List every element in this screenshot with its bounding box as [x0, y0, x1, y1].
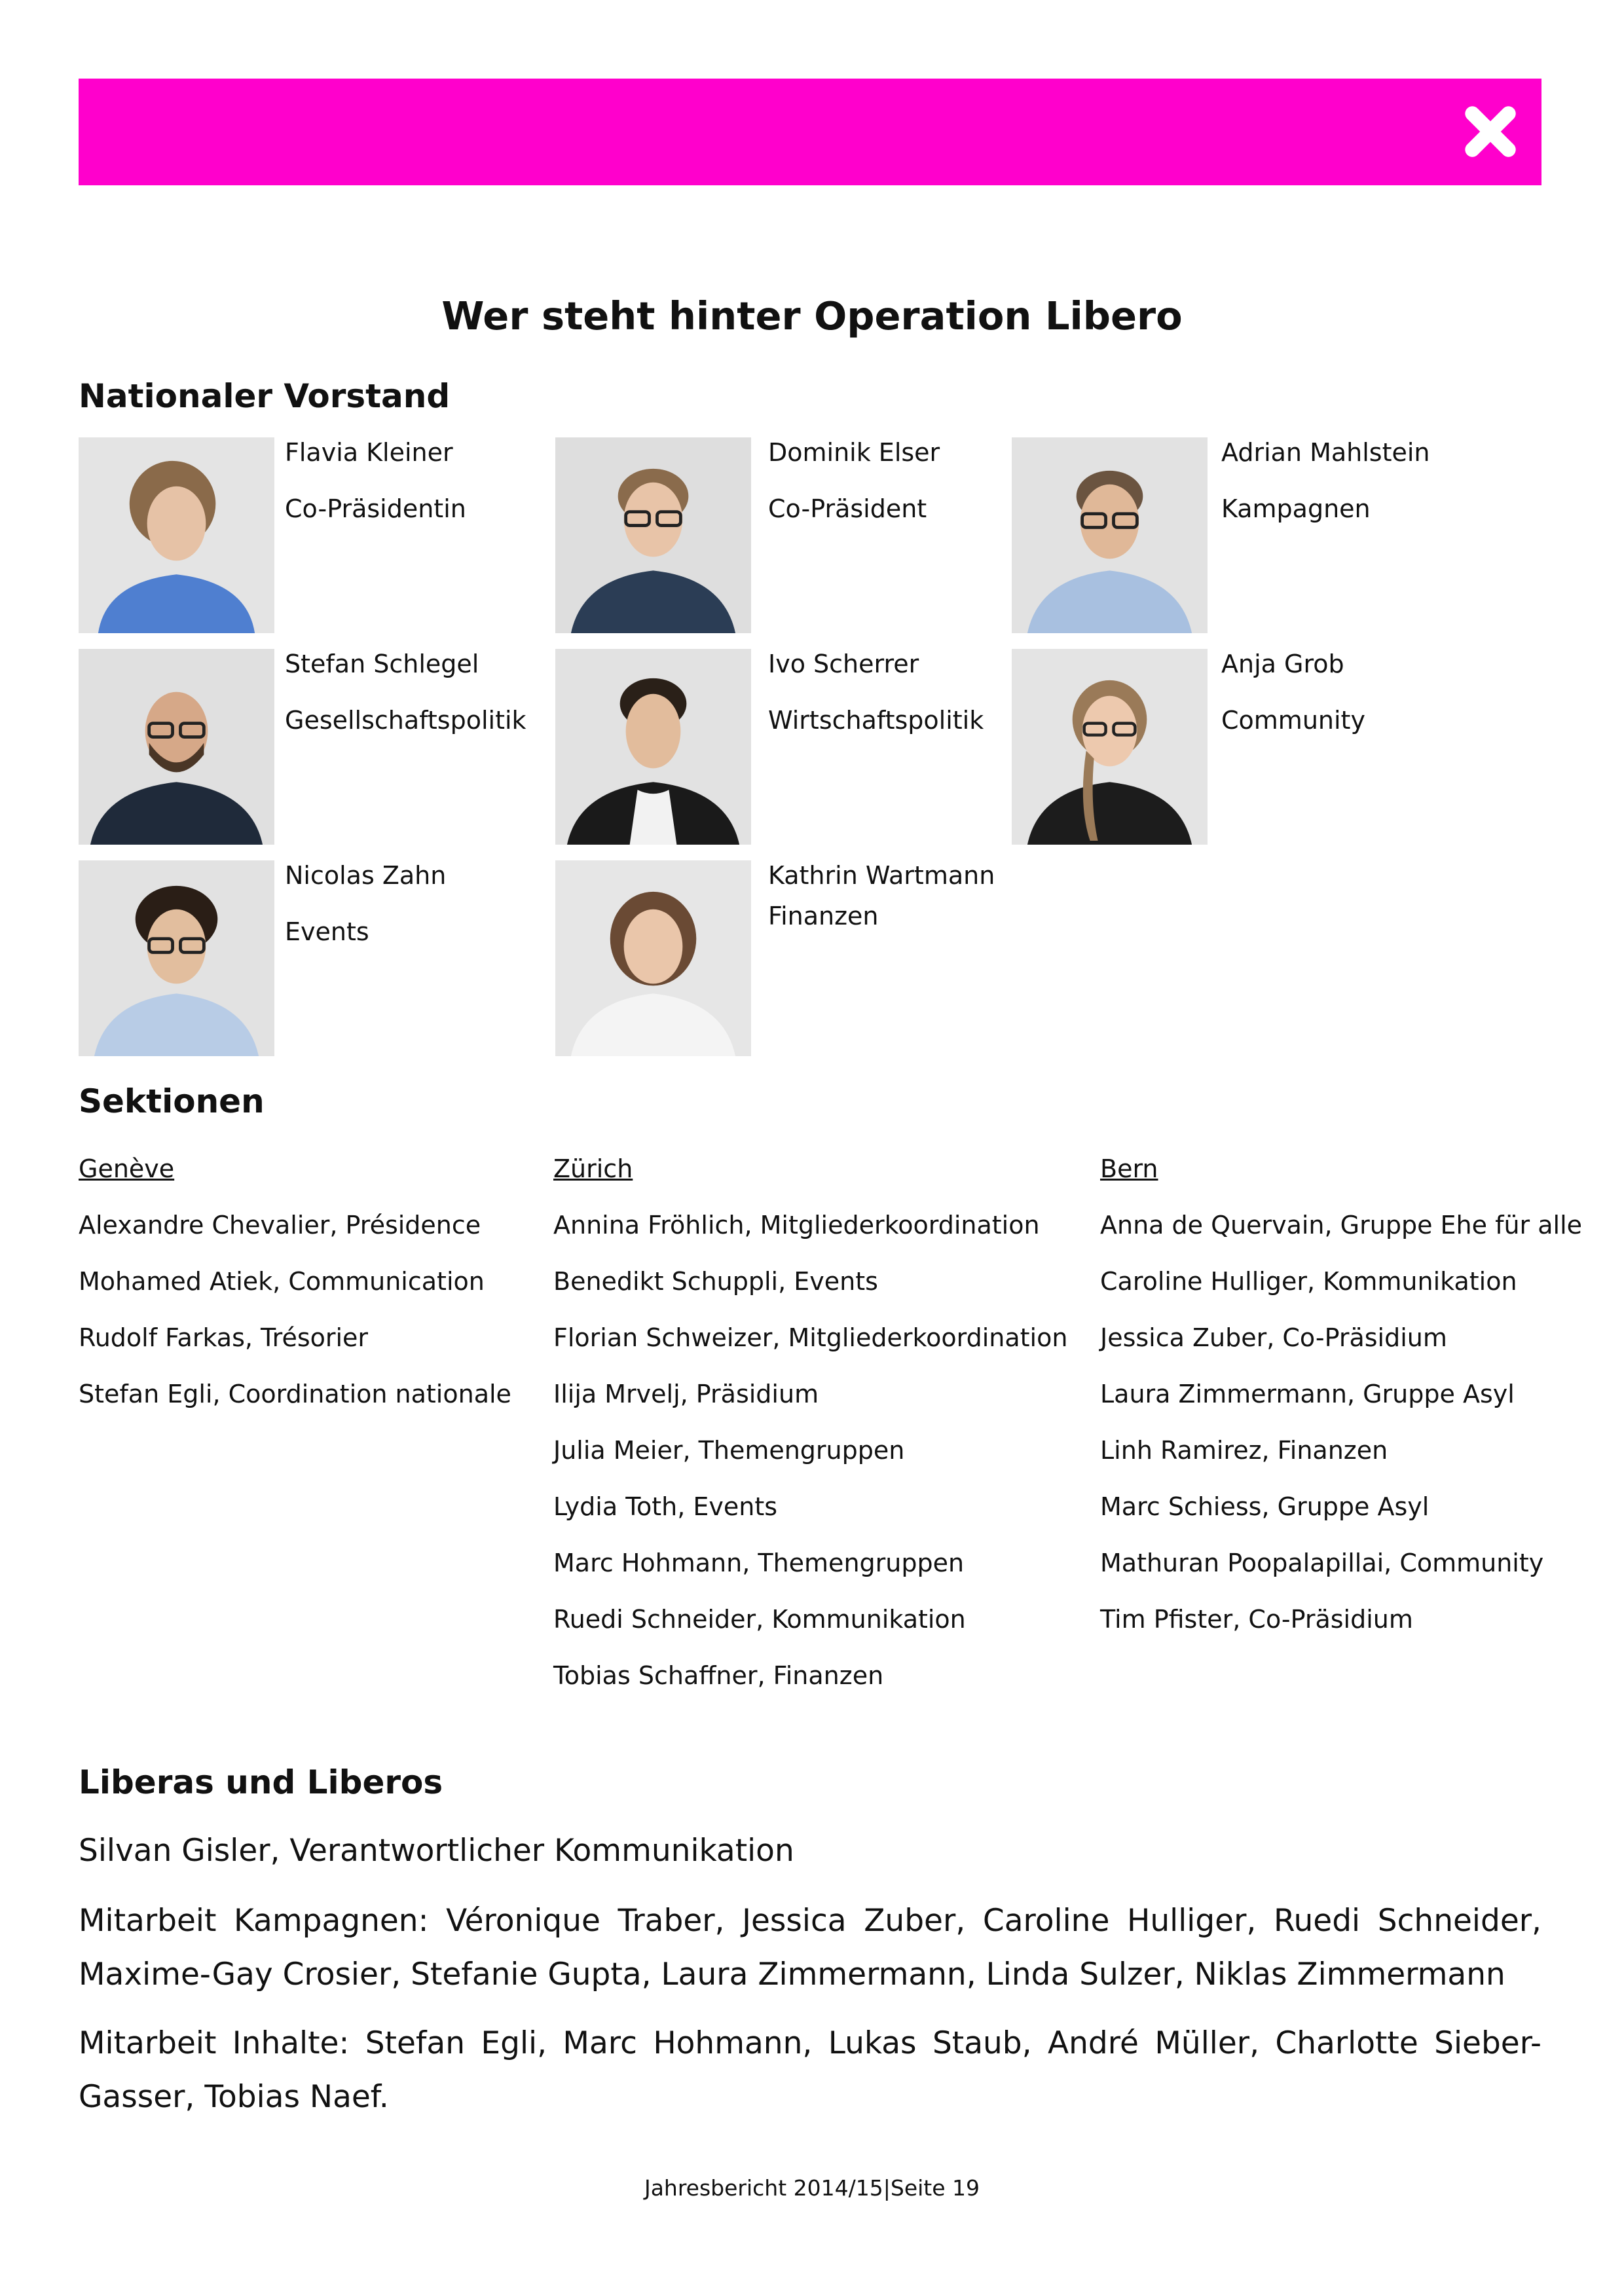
- section-entry: Florian Schweizer, Mitgliederkoordination: [553, 1323, 1068, 1352]
- member-name: Anja Grob: [1221, 650, 1344, 678]
- portrait-photo: [79, 860, 274, 1056]
- member-role: Co-Präsidentin: [285, 494, 466, 523]
- section-column-zuerich: [553, 1154, 1067, 1717]
- section-entry: Tim Pfister, Co-Präsidium: [1100, 1605, 1413, 1634]
- section-city: Zürich: [553, 1154, 633, 1183]
- member-name: Flavia Kleiner: [285, 438, 453, 467]
- member-name: Nicolas Zahn: [285, 861, 447, 890]
- section-entry: Mathuran Poopalapillai, Community: [1100, 1549, 1544, 1577]
- footer-report: Jahresbericht 2014/15: [644, 2175, 883, 2201]
- section-entry: Annina Fröhlich, Mitgliederkoordination: [553, 1211, 1040, 1239]
- member-name: Stefan Schlegel: [285, 650, 479, 678]
- sektionen-heading: Sektionen: [79, 1082, 265, 1120]
- liberos-heading: Liberas und Liberos: [79, 1763, 443, 1801]
- member-role: Community: [1221, 706, 1365, 735]
- section-entry: Julia Meier, Themengruppen: [553, 1436, 905, 1465]
- page-title: Wer steht hinter Operation Libero: [441, 293, 1183, 339]
- portrait-photo: [555, 860, 751, 1056]
- liberos-paragraph: Mitarbeit Inhalte: Stefan Egli, Marc Hohmann, Lukas Staub, André Müller, Charlotte Sieber-Gasser, Tobias Naef.: [79, 2025, 1541, 2115]
- page-footer: [0, 2175, 1624, 2201]
- portrait-photo: [1012, 437, 1208, 633]
- section-entry: Marc Hohmann, Themengruppen: [553, 1549, 965, 1577]
- liberos-paragraph: Mitarbeit Kampagnen: Véronique Traber, Jessica Zuber, Caroline Hulliger, Ruedi Schneider, Maxime-Gay Crosier, Stefanie Gupta, Laura Zimmermann, Linda Sulzer, Niklas Zimmermann: [79, 1903, 1541, 1992]
- member-role: Events: [285, 917, 369, 946]
- section-entry: Benedikt Schuppli, Events: [553, 1267, 878, 1296]
- section-entry: Linh Ramirez, Finanzen: [1100, 1436, 1388, 1465]
- section-city: Bern: [1100, 1154, 1158, 1183]
- member-role: Kampagnen: [1221, 494, 1371, 523]
- footer-page-number: Seite 19: [890, 2175, 980, 2201]
- member-role: Co-Präsident: [768, 494, 927, 523]
- section-entry: Ruedi Schneider, Kommunikation: [553, 1605, 966, 1634]
- section-entry: Lydia Toth, Events: [553, 1492, 778, 1521]
- x-cross-icon: [1462, 103, 1519, 160]
- member-name: Adrian Mahlstein: [1221, 438, 1430, 467]
- liberos-paragraph: Silvan Gisler, Verantwortlicher Kommunikation: [79, 1833, 794, 1869]
- section-entry: Stefan Egli, Coordination nationale: [79, 1380, 511, 1408]
- member-name: Ivo Scherrer: [768, 650, 919, 678]
- member-role: Finanzen: [768, 902, 879, 930]
- member-name: Kathrin Wartmann: [768, 861, 995, 890]
- member-role: Wirtschaftspolitik: [768, 706, 984, 735]
- vorstand-heading: Nationaler Vorstand: [79, 377, 451, 415]
- section-column-geneve: [79, 1154, 511, 1435]
- section-entry: Caroline Hulliger, Kommunikation: [1100, 1267, 1517, 1296]
- member-role: Gesellschaftspolitik: [285, 706, 526, 735]
- section-entry: Ilija Mrvelj, Präsidium: [553, 1380, 819, 1408]
- header-banner: [79, 79, 1541, 185]
- section-entry: Rudolf Farkas, Trésorier: [79, 1323, 369, 1352]
- portrait-photo: [79, 437, 274, 633]
- portrait-photo: [79, 649, 274, 845]
- section-entry: Marc Schiess, Gruppe Asyl: [1100, 1492, 1430, 1521]
- section-city: Genève: [79, 1154, 175, 1183]
- section-column-bern: [1100, 1154, 1582, 1661]
- portrait-photo: [555, 437, 751, 633]
- section-entry: Laura Zimmermann, Gruppe Asyl: [1100, 1380, 1515, 1408]
- section-entry: Tobias Schaffner, Finanzen: [553, 1661, 884, 1690]
- portrait-photo: [555, 649, 751, 845]
- portrait-photo: [1012, 649, 1208, 845]
- section-entry: Anna de Quervain, Gruppe Ehe für alle: [1100, 1211, 1583, 1239]
- section-entry: Mohamed Atiek, Communication: [79, 1267, 485, 1296]
- member-name: Dominik Elser: [768, 438, 940, 467]
- section-entry: Alexandre Chevalier, Présidence: [79, 1211, 481, 1239]
- footer-separator: |: [883, 2175, 891, 2201]
- section-entry: Jessica Zuber, Co-Präsidium: [1100, 1323, 1447, 1352]
